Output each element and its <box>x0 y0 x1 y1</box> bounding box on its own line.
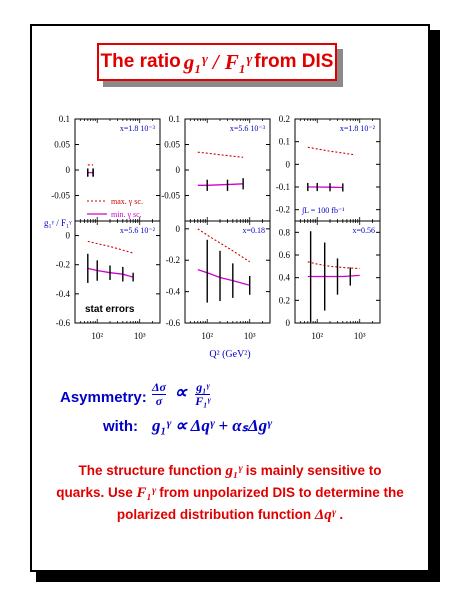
notes-line-1 <box>40 460 420 482</box>
y-tick-label: -0.05 <box>161 190 180 201</box>
title-prefix: The ratio <box>100 51 181 72</box>
propto-symbol: ∝ <box>174 382 188 403</box>
y-tick-label: 0.05 <box>164 139 180 150</box>
panel-annotation: x=5.6 10⁻³ <box>229 124 265 133</box>
y-tick-label: -0.6 <box>165 318 180 328</box>
ratio-numerator: g₁ᵞ <box>196 380 210 394</box>
x-tick-label: 10² <box>91 331 104 341</box>
min-curve <box>308 275 360 276</box>
title-slash: / <box>212 49 219 74</box>
notes-text: . <box>339 507 344 522</box>
asymmetry-fraction <box>152 381 166 408</box>
asymmetry-label: Asymmetry: <box>60 389 147 406</box>
y-tick-label: 0 <box>65 230 70 241</box>
notes-text: from unpolarized DIS to determine the <box>159 485 404 500</box>
min-curve <box>308 187 343 188</box>
y-tick-label: 0.6 <box>278 250 290 260</box>
title-suffix: from DIS <box>254 51 334 72</box>
notes-text: quarks. Use <box>56 485 133 500</box>
min-curve <box>198 270 250 286</box>
x-tick-label: 10² <box>201 331 214 341</box>
y-tick-label: 0.8 <box>278 227 290 238</box>
notes-math: g₁ᵞ <box>225 463 242 479</box>
title-formula-num: g₁ᵞ <box>183 49 207 74</box>
y-tick-label: 0 <box>175 165 180 175</box>
y-tick-label: -0.4 <box>55 288 70 299</box>
y-tick-label: -0.1 <box>275 182 290 192</box>
legend-min-label: min. γ sc. <box>111 210 142 219</box>
y-tick-label: -0.4 <box>165 286 180 297</box>
panel-annotation: x=0.18 <box>242 226 265 235</box>
panel-annotation: x=1.8 10⁻³ <box>119 124 155 133</box>
asymmetry-denominator: σ <box>155 394 163 408</box>
panel-frame <box>185 119 270 221</box>
y-tick-label: 0.1 <box>58 114 70 124</box>
panel-frame <box>185 221 270 323</box>
asymmetry-numerator: Δσ <box>152 380 166 394</box>
max-curve <box>308 262 360 269</box>
y-tick-label: 0 <box>175 223 180 234</box>
max-curve <box>198 152 243 157</box>
y-tick-label: 0 <box>285 318 290 328</box>
stat-errors-label: stat errors <box>85 304 135 315</box>
legend-max-label: max. γ sc. <box>111 197 143 206</box>
max-curve <box>88 241 133 253</box>
x-tick-label: 10³ <box>133 331 146 341</box>
notes-line-3 <box>40 504 420 526</box>
ratio-fraction <box>195 381 210 408</box>
y-tick-label: -0.2 <box>275 204 290 215</box>
notes-line-2 <box>40 482 420 504</box>
notes-math: F₁ᵞ <box>136 485 156 501</box>
title-formula-den: F₁ᵞ <box>224 49 252 74</box>
min-curve <box>198 184 243 186</box>
panel-annotation: x=0.56 <box>352 226 375 235</box>
panel-annotation: x=1.8 10⁻² <box>339 124 375 133</box>
notes <box>40 460 420 526</box>
x-tick-label: 10² <box>311 331 324 341</box>
y-tick-label: -0.6 <box>55 318 70 328</box>
lumi-label: ∫L = 100 fb⁻¹ <box>302 206 345 215</box>
y-tick-label: 0.1 <box>168 114 180 124</box>
y-tick-label: -0.05 <box>51 190 70 201</box>
y-tick-label: 0.1 <box>278 136 290 147</box>
notes-math: Δqᵞ <box>314 507 336 523</box>
y-axis-label: g₁ᵞ / F₁ᵞ <box>44 218 72 228</box>
y-tick-label: 0 <box>285 159 290 170</box>
y-tick-label: -0.2 <box>165 255 180 266</box>
x-tick-label: 10³ <box>353 331 366 341</box>
y-tick-label: 0 <box>65 165 70 175</box>
max-curve <box>308 147 353 154</box>
notes-text: polarized distribution function <box>116 507 312 522</box>
y-tick-label: 0.05 <box>54 139 70 150</box>
y-tick-label: -0.2 <box>55 259 70 270</box>
with-label: with: <box>103 418 138 435</box>
asymmetry-formula <box>152 381 210 408</box>
with-formula: g₁ᵞ ∝ Δqᵞ + αₛΔgᵞ <box>152 416 272 435</box>
panel-annotation: x=5.6 10⁻² <box>119 226 155 235</box>
notes-text: The structure function <box>78 463 222 478</box>
x-tick-label: 10³ <box>243 331 256 341</box>
x-axis-label: Q² (GeV²) <box>209 349 251 360</box>
y-tick-label: 0.4 <box>278 272 290 283</box>
ratio-denominator: F₁ᵞ <box>195 394 211 408</box>
y-tick-label: 0.2 <box>278 295 290 306</box>
notes-text: is mainly sensitive to <box>245 463 382 478</box>
y-tick-label: 0.2 <box>278 114 290 124</box>
